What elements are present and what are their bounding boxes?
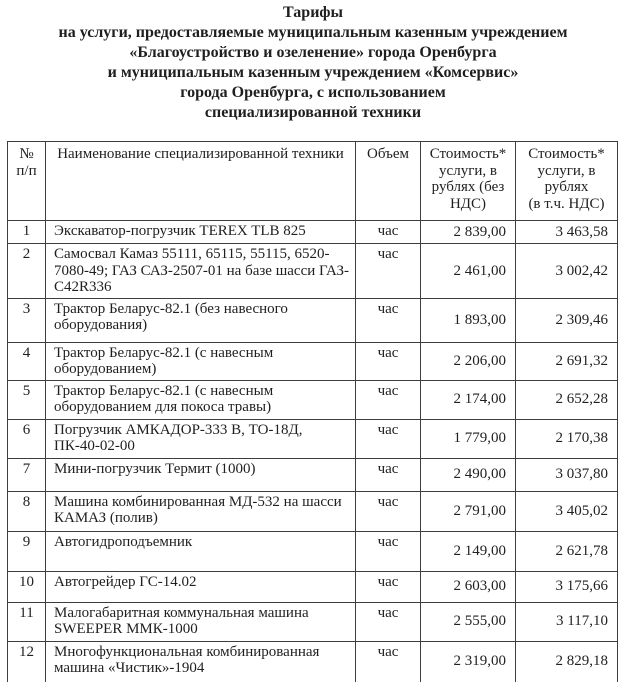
- row-number-cell: 2: [8, 244, 46, 299]
- price-vat-cell: 2 829,18: [516, 641, 618, 682]
- price-vat-cell: 2 621,78: [516, 531, 618, 571]
- price-vat-cell: 3 002,42: [516, 244, 618, 299]
- unit-cell: час: [356, 221, 421, 244]
- price-vat-cell: 2 652,28: [516, 380, 618, 419]
- unit-cell: час: [356, 641, 421, 682]
- equipment-name-cell: Трактор Беларус-82.1 (с навесным оборудованием для покоса травы): [46, 380, 356, 419]
- row-number-cell: 11: [8, 602, 46, 641]
- price-no-vat-cell: 2 319,00: [421, 641, 516, 682]
- row-number-cell: 12: [8, 641, 46, 682]
- column-header-row-number: № п/п: [8, 142, 46, 221]
- equipment-name-cell: Автогрейдер ГС-14.02: [46, 571, 356, 602]
- table-row: [8, 244, 618, 299]
- table-body: [8, 221, 618, 682]
- row-number-cell: 9: [8, 531, 46, 571]
- table-row: [8, 458, 618, 491]
- equipment-name-cell: Многофункциональная комбинированная машина «Чистик»-1904: [46, 641, 356, 682]
- unit-cell: час: [356, 298, 421, 342]
- price-vat-cell: 3 175,66: [516, 571, 618, 602]
- price-no-vat-cell: 1 779,00: [421, 419, 516, 458]
- column-header-price-no-vat: Стоимость* услуги, в рублях (без НДС): [421, 142, 516, 221]
- row-number-cell: 3: [8, 298, 46, 342]
- equipment-name-cell: Самосвал Камаз 55111, 65115, 55115, 6520-7080-49; ГАЗ САЗ-2507-01 на базе шасси ГАЗ-С42R336: [46, 244, 356, 299]
- price-no-vat-cell: 2 149,00: [421, 531, 516, 571]
- table-row: [8, 298, 618, 342]
- unit-cell: час: [356, 491, 421, 531]
- column-header-equipment-name: Наименование специализированной техники: [46, 142, 356, 221]
- table-row: [8, 221, 618, 244]
- tariff-table: [7, 141, 618, 682]
- table-header-row: [8, 142, 618, 221]
- row-number-cell: 4: [8, 342, 46, 380]
- price-no-vat-cell: 2 603,00: [421, 571, 516, 602]
- table-row: [8, 491, 618, 531]
- price-vat-cell: 2 309,46: [516, 298, 618, 342]
- title-line: специализированной техники: [204, 104, 422, 121]
- title-line: Тарифы: [283, 4, 343, 21]
- unit-cell: час: [356, 380, 421, 419]
- unit-cell: час: [356, 531, 421, 571]
- row-number-cell: 6: [8, 419, 46, 458]
- equipment-name-cell: Малогабаритная коммунальная машина SWEEPER ММК-1000: [46, 602, 356, 641]
- title-line: «Благоустройство и озеленение» города Оренбурга: [129, 44, 497, 61]
- price-vat-cell: 3 037,80: [516, 458, 618, 491]
- table-row: [8, 641, 618, 682]
- equipment-name-cell: Экскаватор-погрузчик TEREX TLB 825: [46, 221, 356, 244]
- price-no-vat-cell: 2 206,00: [421, 342, 516, 380]
- equipment-name-cell: Автогидроподъемник: [46, 531, 356, 571]
- row-number-cell: 7: [8, 458, 46, 491]
- price-vat-cell: 3 463,58: [516, 221, 618, 244]
- price-vat-cell: 3 405,02: [516, 491, 618, 531]
- equipment-name-cell: Трактор Беларус-82.1 (без навесного оборудования): [46, 298, 356, 342]
- row-number-cell: 5: [8, 380, 46, 419]
- price-vat-cell: 3 117,10: [516, 602, 618, 641]
- row-number-cell: 10: [8, 571, 46, 602]
- price-no-vat-cell: 2 490,00: [421, 458, 516, 491]
- table-row: [8, 531, 618, 571]
- price-no-vat-cell: 1 893,00: [421, 298, 516, 342]
- price-no-vat-cell: 2 174,00: [421, 380, 516, 419]
- price-no-vat-cell: 2 839,00: [421, 221, 516, 244]
- row-number-cell: 1: [8, 221, 46, 244]
- equipment-name-cell: Мини-погрузчик Термит (1000): [46, 458, 356, 491]
- table-row: [8, 602, 618, 641]
- unit-cell: час: [356, 458, 421, 491]
- document-title: [8, 3, 618, 123]
- equipment-name-cell: Погрузчик АМКАДОР-333 В, ТО-18Д, ПК-40-02-00: [46, 419, 356, 458]
- unit-cell: час: [356, 571, 421, 602]
- title-line: и муниципальным казенным учреждением «Комсервис»: [107, 64, 519, 81]
- title-line: на услуги, предоставляемые муниципальным казенным учреждением: [58, 24, 568, 41]
- unit-cell: час: [356, 244, 421, 299]
- table-row: [8, 571, 618, 602]
- price-vat-cell: 2 170,38: [516, 419, 618, 458]
- table-row: [8, 419, 618, 458]
- equipment-name-cell: Машина комбинированная МД-532 на шасси КАМАЗ (полив): [46, 491, 356, 531]
- price-no-vat-cell: 2 555,00: [421, 602, 516, 641]
- price-no-vat-cell: 2 461,00: [421, 244, 516, 299]
- price-vat-cell: 2 691,32: [516, 342, 618, 380]
- row-number-cell: 8: [8, 491, 46, 531]
- column-header-price-vat: Стоимость* услуги, в рублях (в т.ч. НДС): [516, 142, 618, 221]
- equipment-name-cell: Трактор Беларус-82.1 (с навесным оборудованием): [46, 342, 356, 380]
- column-header-unit: Объем: [356, 142, 421, 221]
- table-row: [8, 342, 618, 380]
- title-line: города Оренбурга, с использованием: [180, 84, 446, 101]
- table-row: [8, 380, 618, 419]
- unit-cell: час: [356, 419, 421, 458]
- unit-cell: час: [356, 342, 421, 380]
- price-no-vat-cell: 2 791,00: [421, 491, 516, 531]
- unit-cell: час: [356, 602, 421, 641]
